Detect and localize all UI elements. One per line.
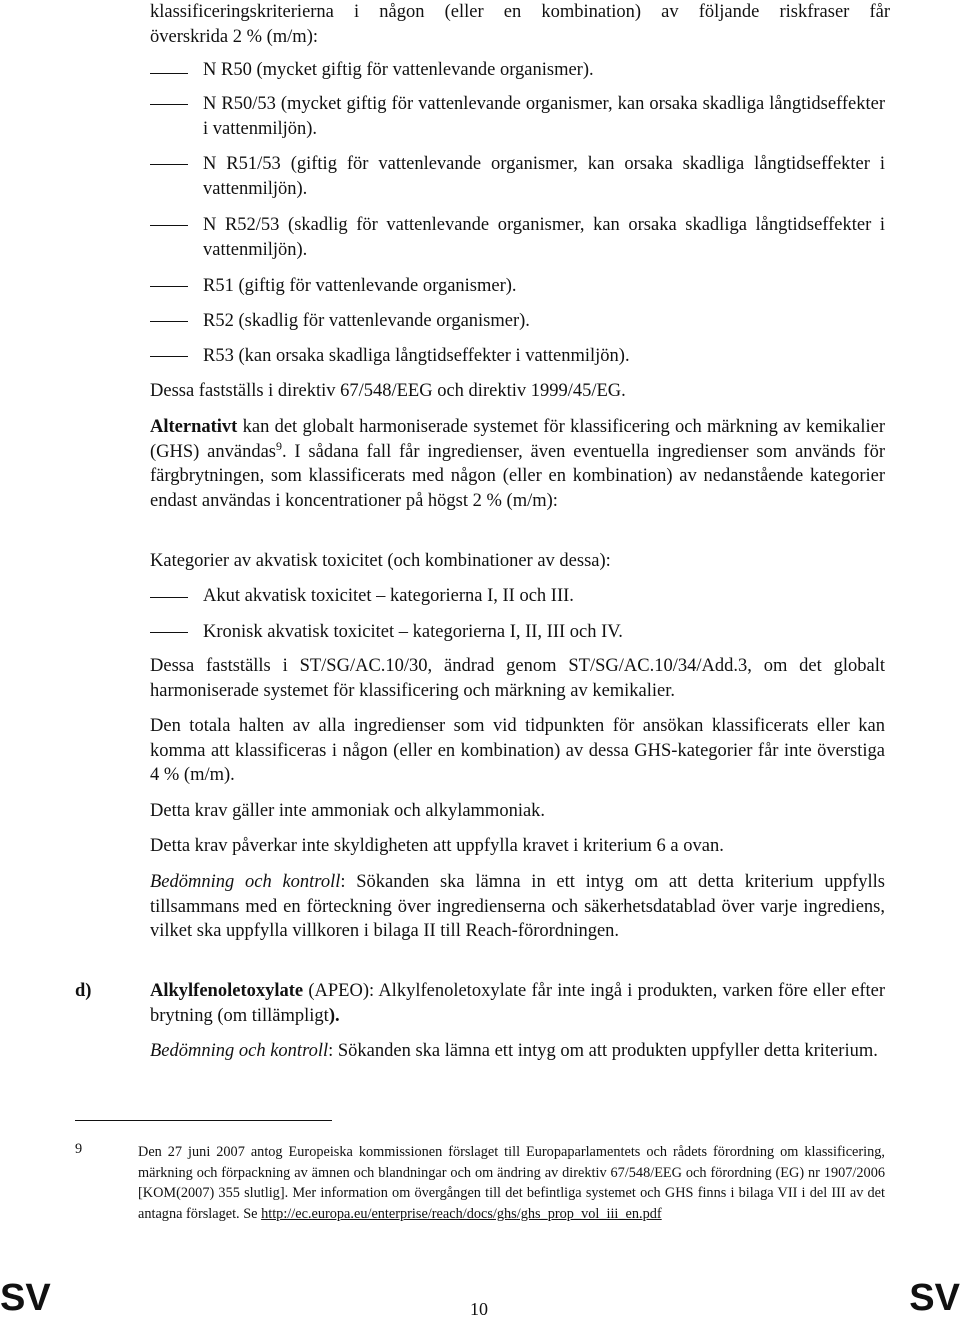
category-item: Kronisk akvatisk toxicitet – kategorierna I, II, III och IV. bbox=[203, 622, 623, 642]
dash-bullet bbox=[150, 356, 188, 358]
alternative-text-2: . I sådana fall får ingredienser, även eventuella ingredienser som används för färgbrytningen, som klassificerats med någon (eller en kombination) av nedanstående kategorier endast användas i koncentrationer på högst 2 % (m/m): bbox=[150, 441, 885, 511]
directive-line: Dessa fastställs i direktiv 67/548/EEG och direktiv 1999/45/EG. bbox=[150, 381, 626, 401]
ammonia-paragraph: Detta krav gäller inte ammoniak och alkylammoniak. bbox=[150, 801, 546, 821]
footnote-text bbox=[138, 1142, 885, 1224]
section-d-marker: d) bbox=[75, 981, 92, 1001]
risk-phrase-item: N R50/53 (mycket giftig för vattenlevande organismer, kan orsaka skadliga långtidseffekter i vattenmiljön). bbox=[203, 94, 885, 139]
dash-bullet bbox=[150, 286, 188, 288]
risk-phrase-item: N R51/53 (giftig för vattenlevande organismer, kan orsaka skadliga långtidseffekter i vattenmiljön). bbox=[203, 154, 885, 199]
risk-phrase-item: N R52/53 (skadlig för vattenlevande organismer, kan orsaka skadliga långtidseffekter i vattenmiljön). bbox=[203, 215, 885, 260]
intro-paragraph bbox=[150, 0, 890, 49]
alternative-text-1: kan det globalt harmoniserade systemet för klassificering och märkning av kemikalier (GHS) användas bbox=[150, 417, 885, 462]
dash-bullet bbox=[150, 632, 188, 634]
obligation-paragraph: Detta krav påverkar inte skyldigheten att uppfylla kravet i kriterium 6 a ovan. bbox=[150, 836, 724, 856]
risk-phrase-item: R53 (kan orsaka skadliga långtidseffekter i vattenmiljön). bbox=[203, 346, 630, 366]
section-d-heading: Alkylfenoletoxylate bbox=[150, 981, 304, 1001]
risk-phrase-item: R52 (skadlig för vattenlevande organismer). bbox=[203, 311, 530, 331]
dash-bullet bbox=[150, 73, 188, 75]
assessment-label: Bedömning och kontroll bbox=[150, 872, 341, 892]
assessment-label: Bedömning och kontroll bbox=[150, 1041, 329, 1061]
categories-intro: Kategorier av akvatisk toxicitet (och kombinationer av dessa): bbox=[150, 551, 611, 571]
assessment-text: : Sökanden ska lämna ett intyg om att produkten uppfyller detta kriterium. bbox=[328, 1041, 878, 1061]
st-sg-paragraph: Dessa fastställs i ST/SG/AC.10/30, ändrad genom ST/SG/AC.10/34/Add.3, om det globalt harmoniserade systemet för klassificering och märkning av kemikalier. bbox=[150, 656, 885, 701]
alternative-paragraph bbox=[150, 415, 885, 513]
dash-bullet bbox=[150, 104, 188, 106]
language-code-right: SV bbox=[909, 1277, 960, 1319]
section-d-text: (APEO): Alkylfenoletoxylate får inte ingå i produkten, varken före eller efter brytning (om tillämpligt bbox=[150, 981, 885, 1026]
assessment-paragraph-2 bbox=[150, 1039, 885, 1064]
footnote-reference[interactable]: 9 bbox=[275, 438, 282, 453]
dash-bullet bbox=[150, 225, 188, 227]
page-number: 10 bbox=[470, 1299, 488, 1319]
assessment-text: : Sökanden ska lämna in ett intyg om att detta kriterium uppfylls tillsammans med en förteckning över ingredienserna och säkerhetsdatablad över varje ingrediens, vilket ska uppfylla villkoren i bilaga II till Reach-förordningen. bbox=[150, 872, 885, 941]
language-code-left: SV bbox=[0, 1277, 51, 1319]
category-item: Akut akvatisk toxicitet – kategorierna I, II och III. bbox=[203, 586, 574, 606]
total-content-paragraph: Den totala halten av alla ingredienser som vid tidpunkten för ansökan klassificerats eller kan komma att klassificeras i någon (eller en kombination) av dessa GHS-kategorier får inte överstiga 4 % (m/m). bbox=[150, 716, 885, 785]
intro-line-1: klassificeringskriterierna i någon (eller en kombination) av följande riskfraser får bbox=[150, 2, 890, 22]
footnote-separator bbox=[75, 1120, 332, 1121]
section-d-end: ). bbox=[328, 1005, 340, 1026]
footnote-link[interactable]: http://ec.europa.eu/enterprise/reach/docs/ghs/ghs_prop_vol_iii_en.pdf bbox=[261, 1205, 662, 1222]
footnote-body: Den 27 juni 2007 antog Europeiska kommissionen förslaget till Europaparlamentets och rådets förordning om klassificering, märkning och förpackning av ämnen och blandningar och om ändring av direktiv 67/548/EEG och förordning (EG) nr 1907/2006 [KOM(2007) 355 slutlig]. Mer information om övergången till det befintliga systemet och GHS finns i bilaga VII i del III av det antagna förslaget. Se bbox=[138, 1144, 885, 1222]
assessment-paragraph-1 bbox=[150, 870, 885, 944]
alternative-heading: Alternativt bbox=[150, 417, 238, 437]
dash-bullet bbox=[150, 597, 188, 599]
intro-line-2: överskrida 2 % (m/m): bbox=[150, 26, 318, 47]
dash-bullet bbox=[150, 321, 188, 323]
dash-bullet bbox=[150, 164, 188, 166]
section-d-paragraph bbox=[150, 979, 885, 1028]
risk-phrase-item: N R50 (mycket giftig för vattenlevande organismer). bbox=[203, 60, 594, 80]
footnote-number: 9 bbox=[75, 1141, 83, 1157]
risk-phrase-item: R51 (giftig för vattenlevande organismer). bbox=[203, 276, 517, 296]
